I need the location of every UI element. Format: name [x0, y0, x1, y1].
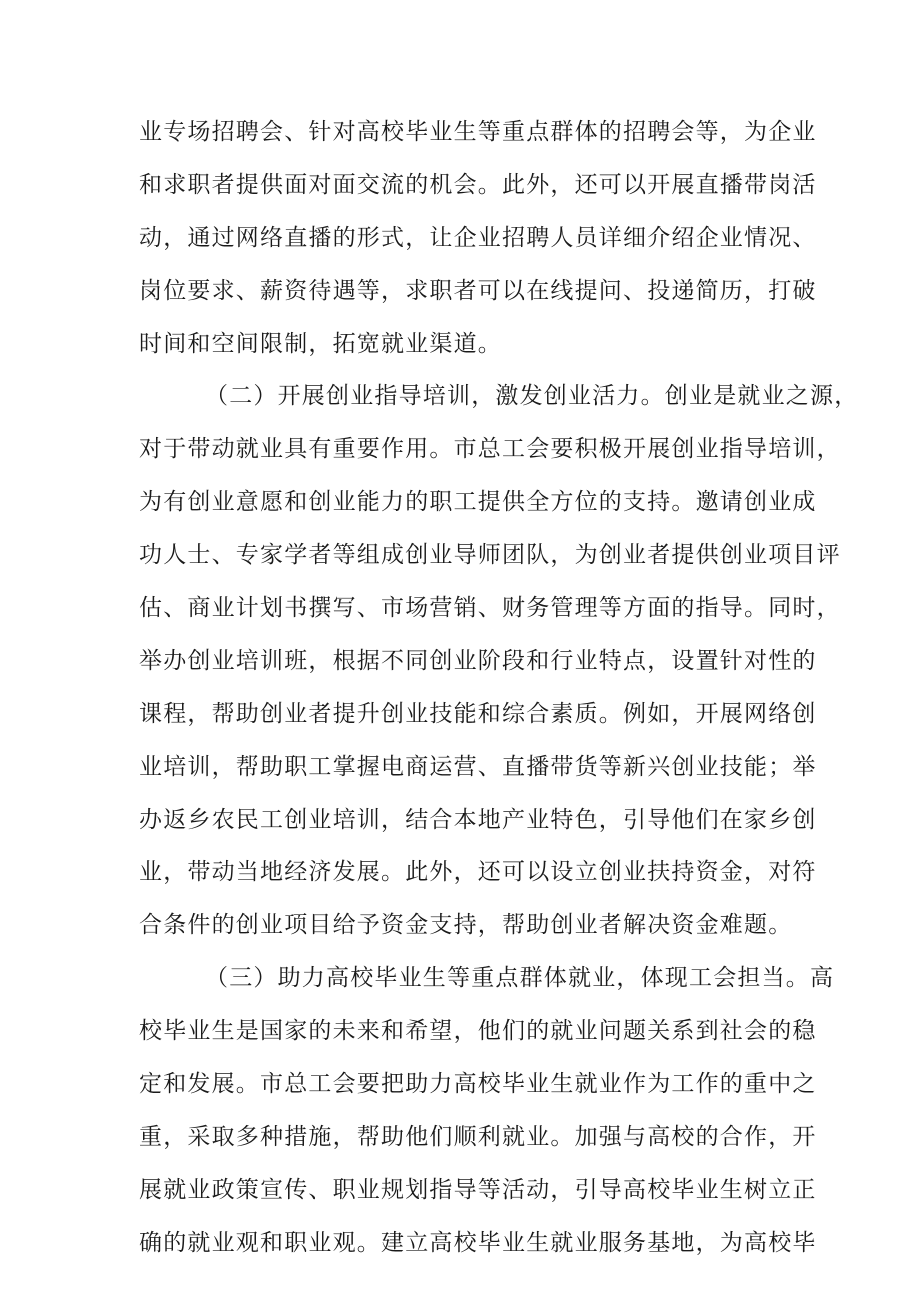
text-line: 业培训，帮助职工掌握电商运营、直播带货等新兴创业技能；举 — [139, 753, 817, 780]
text-line: 动，通过网络直播的形式，让企业招聘人员详细介绍企业情况、 — [139, 224, 817, 251]
text-line: 功人士、专家学者等组成创业导师团队，为创业者提供创业项目评 — [139, 542, 841, 569]
text-line: 岗位要求、薪资待遇等，求职者可以在线提问、投递简历，打破 — [139, 277, 817, 304]
body-text — [139, 106, 859, 1270]
text-line: 对于带动就业具有重要作用。市总工会要积极开展创业指导培训， — [139, 436, 841, 463]
text-line: 业，带动当地经济发展。此外，还可以设立创业扶持资金，对符 — [139, 859, 817, 886]
text-line: 时间和空间限制，拓宽就业渠道。 — [139, 330, 502, 357]
text-line: 业专场招聘会、针对高校毕业生等重点群体的招聘会等，为企业 — [139, 119, 817, 145]
text-line: 举办创业培训班，根据不同创业阶段和行业特点，设置针对性的 — [139, 647, 817, 674]
paragraph-heading-line: （二）开展创业指导培训，激发创业活力。创业是就业之源， — [205, 383, 859, 410]
text-line: 课程，帮助创业者提升创业技能和综合素质。例如，开展网络创 — [139, 700, 817, 727]
text-line: 估、商业计划书撰写、市场营销、财务管理等方面的指导。同时， — [139, 595, 841, 622]
text-line: 校毕业生是国家的未来和希望，他们的就业问题关系到社会的稳 — [139, 1018, 817, 1045]
text-line: 定和发展。市总工会要把助力高校毕业生就业作为工作的重中之 — [139, 1071, 817, 1098]
text-line: 重，采取多种措施，帮助他们顺利就业。加强与高校的合作，开 — [139, 1123, 817, 1150]
text-line: 展就业政策宣传、职业规划指导等活动，引导高校毕业生树立正 — [139, 1176, 817, 1203]
paragraph-heading-line: （三）助力高校毕业生等重点群体就业，体现工会担当。高 — [205, 965, 835, 992]
text-line: 办返乡农民工创业培训，结合本地产业特色，引导他们在家乡创 — [139, 806, 817, 833]
text-line: 合条件的创业项目给予资金支持，帮助创业者解决资金难题。 — [139, 912, 793, 939]
text-line: 确的就业观和职业观。建立高校毕业生就业服务基地，为高校毕 — [139, 1229, 817, 1256]
text-line: 和求职者提供面对面交流的机会。此外，还可以开展直播带岗活 — [139, 171, 817, 198]
text-line: 为有创业意愿和创业能力的职工提供全方位的支持。邀请创业成 — [139, 489, 817, 516]
